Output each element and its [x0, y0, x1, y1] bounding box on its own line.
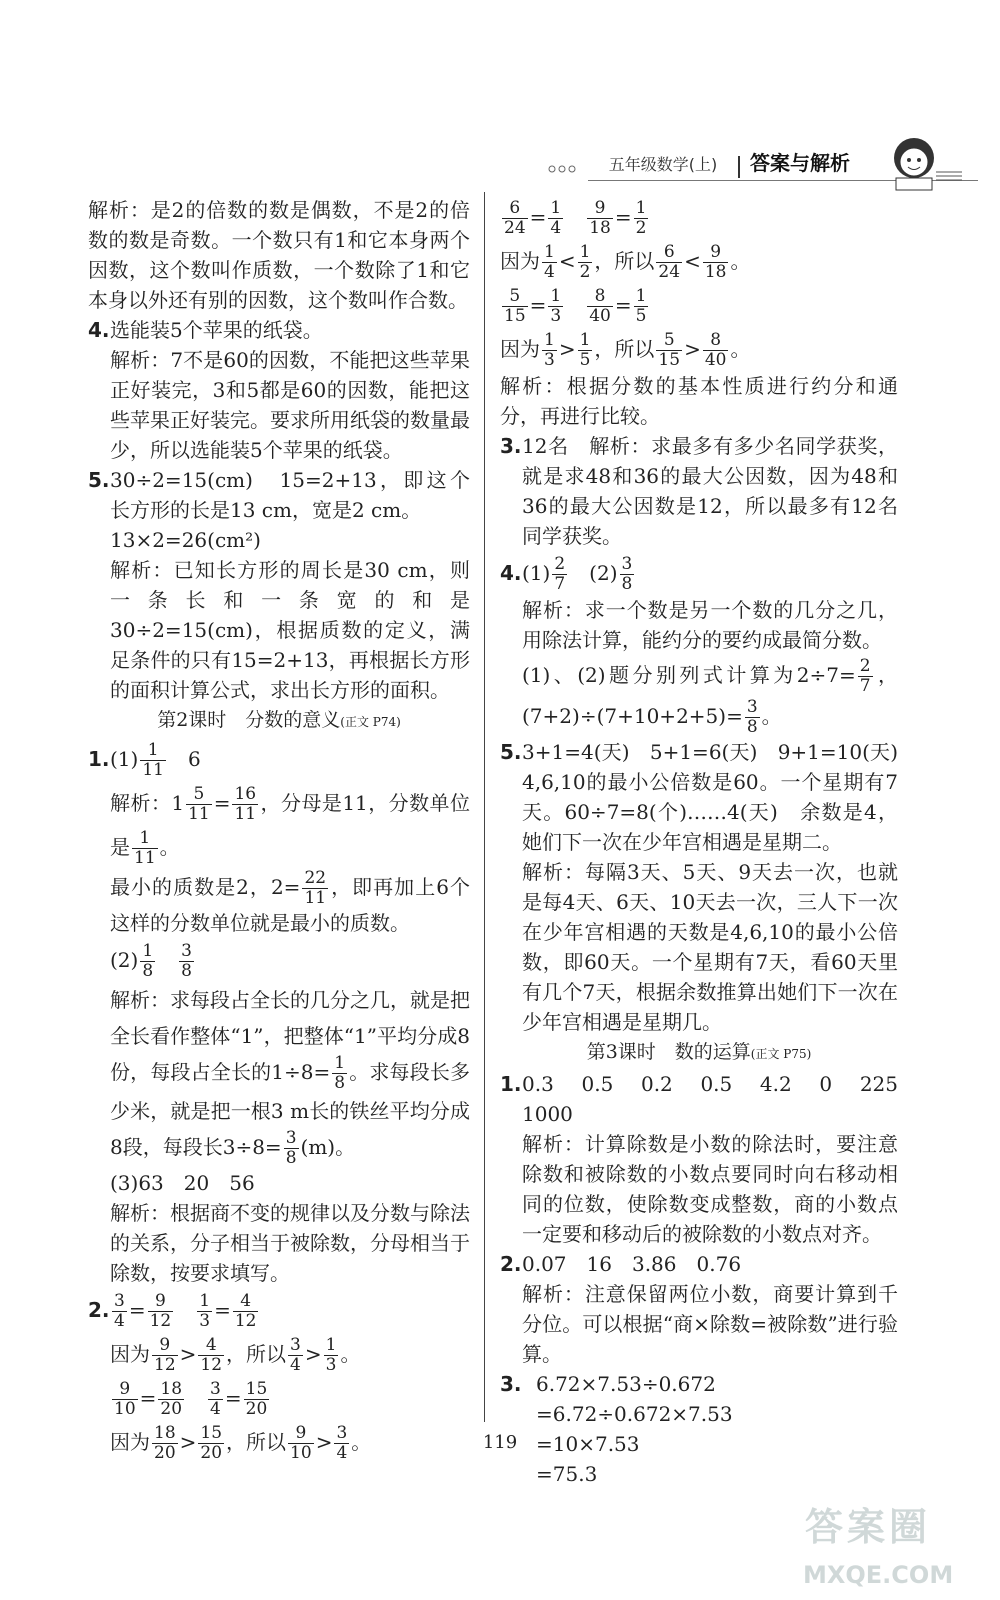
answer-s1-3: (3)63 20 56 — [110, 1171, 255, 1195]
analysis-s1-2: 解析：求每段占全长的几分之几，就是把全长看作整体“1”，把整体“1”平均分成8份，每段占全长的1÷8= $\frac{1}{8}$ 。求每段长多少米，就是把一根3 m长的铁丝平均分成8段，每段长3÷8= $\frac{3}{8}$ (m)。 — [110, 988, 471, 1168]
answer-t1: 1.0.3 0.5 0.2 0.5 4.2 0 225 1000 — [500, 1072, 918, 1126]
watermark-url: MXQE.COM — [803, 1561, 954, 1589]
analysis-r4: 解析：求一个数是另一个数的几分之几，用除法计算，能约分的要约成最简分数。 — [522, 598, 898, 652]
analysis-r2: 解析：根据分数的基本性质进行约分和通分，再进行比较。 — [500, 374, 898, 428]
analysis-t1: 解析：计算除数是小数的除法时，要注意除数和被除数的小数点要同时向右移动相同的位数，使除数变成整数，商的小数点一定要和移动后的被除数的小数点对齐。 — [522, 1132, 898, 1246]
analysis-s1-3: 解析：根据商不变的规律以及分数与除法的关系，分子相当于被除数，分母相当于除数，按要求填写。 — [110, 1201, 470, 1285]
analysis-r5: 解析：每隔3天、5天、9天去一次，也就是每4天、6天、10天去一次，三人下一次在少年宫相遇的天数是4,6,10的最小公倍数，即60天。一个星期有7天，看60天里有几个7天，根据余数推算出她们下一次在少年宫相遇是星期几。 — [522, 860, 898, 1034]
answer-r2-compare4: 因为 $\frac{1}{3}$ > $\frac{1}{5}$ ，所以 $\frac{5}{15}$ > $\frac{8}{40}$ 。 — [500, 330, 751, 370]
answer-t3-step2: =10×7.53 — [536, 1432, 640, 1456]
answer-t2: 2.0.07 16 3.86 0.76 — [500, 1252, 742, 1276]
analysis-4: 解析：7不是60的因数，不能把这些苹果正好装完，3和5都是60的因数，能把这些苹果正好装完。要求所用纸袋的数量最少，所以选能装5个苹果的纸袋。 — [110, 348, 470, 462]
analysis-s1-1: 解析：1 $\frac{5}{11}$ = $\frac{16}{11}$ ，分母是11，分数单位是 $\frac{1}{11}$ 。 — [110, 784, 470, 868]
answer-t3-step1: =6.72÷0.672×7.53 — [536, 1402, 733, 1426]
page-number: 119 — [482, 1432, 518, 1453]
analysis-s1-1-prime: 最小的质数是2，2= $\frac{22}{11}$ ，即再加上6个这样的分数单位就是最小的质数。 — [110, 868, 470, 935]
analysis-5: 解析：已知长方形的周长是30 cm，则一条长和一条宽的和是30÷2=15(cm)，根据质数的定义，满足条件的只有15=2+13，再根据长方形的面积计算公式，求出长方形的面积。 — [110, 558, 470, 702]
answer-s1-1: 1.(1) $\frac{1}{11}$ 6 — [88, 740, 201, 780]
column-divider — [484, 192, 485, 1422]
section-title-2: 第2课时 分数的意义(正文 P74) — [157, 709, 401, 731]
answer-s1-2: (2) $\frac{1}{8}$ $\frac{3}{8}$ — [110, 941, 192, 981]
right-column — [500, 195, 918, 1489]
answer-s2-line2: $\frac{9}{10}$ = $\frac{18}{20}$ $\frac{3}{4}$ = $\frac{15}{20}$ — [114, 1379, 268, 1419]
answer-t3: 3. 6.72×7.53÷0.672 — [500, 1372, 716, 1396]
answer-r4: 4.(1) $\frac{2}{7}$ (2) $\frac{3}{8}$ — [500, 554, 633, 594]
analysis-prime: 解析：是2的倍数的数是偶数，不是2的倍数的数是奇数。一个数只有1和它本身两个因数，这个数叫作质数，一个数除了1和它本身以外还有别的因数，这个数叫作合数。 — [88, 198, 470, 312]
answer-r3: 3.12名 解析：求最多有多少名同学获奖，就是求48和36的最大公因数，因为48和36的最大公因数是12，所以最多有12名同学获奖。 — [500, 434, 898, 548]
watermark-logo — [795, 1505, 975, 1594]
answer-5-area: 13×2=26(cm²) — [110, 528, 261, 552]
section-title-3: 第3课时 数的运算(正文 P75) — [586, 1041, 812, 1063]
answer-s2-compare1: 因为 $\frac{9}{12}$ > $\frac{4}{12}$ ，所以 $\frac{3}{4}$ > $\frac{1}{3}$ 。 — [110, 1335, 361, 1375]
answer-r5: 5.3+1=4(天) 5+1=6(天) 9+1=10(天) 4,6,10的最小公倍数是60。一个星期有7天。60÷7=8(个)……4(天) 余数是4，她们下一次在少年宫相遇是星期二。 — [500, 740, 918, 854]
analysis-t2: 解析：注意保留两位小数，商要计算到千分位。可以根据“商×除数=被除数”进行验算。 — [522, 1282, 898, 1366]
left-column — [88, 195, 470, 1464]
header-subject: 五年级数学(上) — [608, 155, 718, 174]
answer-r2-line3: $\frac{6}{24}$ = $\frac{1}{4}$ $\frac{9}{18}$ = $\frac{1}{2}$ — [504, 198, 647, 238]
answer-t3-step3: =75.3 — [536, 1462, 598, 1486]
header-title: 答案与解析 — [750, 151, 850, 175]
answer-5: 5.30÷2=15(cm) 15=2+13，即这个长方形的长是13 cm，宽是2 cm。 — [88, 468, 470, 522]
mascot-girl-icon — [878, 132, 962, 192]
answer-4: 4.选能装5个苹果的纸袋。 — [88, 318, 323, 342]
header-divider — [738, 156, 740, 178]
answer-s2-line1: 2. $\frac{3}{4}$ = $\frac{9}{12}$ $\frac{1}{3}$ = $\frac{4}{12}$ — [88, 1291, 257, 1331]
answer-r2-line4: $\frac{5}{15}$ = $\frac{1}{3}$ $\frac{8}{40}$ = $\frac{1}{5}$ — [504, 286, 647, 326]
analysis-r4-calc: (1)、(2)题分别列式计算为2÷7= $\frac{2}{7}$ ，(7+2)÷(7+10+2+5)= $\frac{3}{8}$ 。 — [522, 656, 899, 737]
watermark-text: 答案圈 — [805, 1505, 932, 1549]
answer-r2-compare3: 因为 $\frac{1}{4}$ < $\frac{1}{2}$ ，所以 $\frac{6}{24}$ < $\frac{9}{18}$ 。 — [500, 242, 751, 282]
answer-s2-compare2: 因为 $\frac{18}{20}$ > $\frac{15}{20}$ ，所以 $\frac{9}{10}$ > $\frac{3}{4}$ 。 — [110, 1423, 372, 1463]
